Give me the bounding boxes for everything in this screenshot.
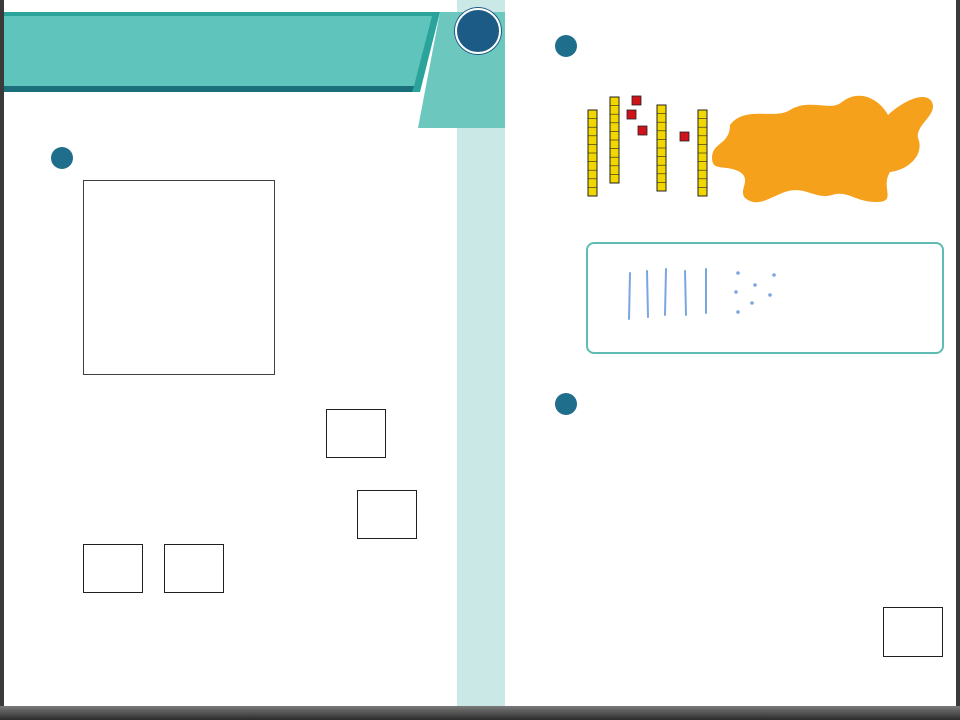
apples-answer-box[interactable] [883, 607, 943, 657]
not-shaded-answer-box[interactable] [357, 490, 417, 539]
shaded-answer-box[interactable] [326, 409, 386, 458]
paint-splat [712, 96, 933, 202]
one-cube [680, 132, 689, 141]
drawn-answer-sketch [620, 265, 790, 325]
hundred-square [83, 180, 275, 375]
rod-ticks [588, 106, 707, 188]
frame-bottom [0, 706, 960, 720]
base-ten-with-paint [580, 80, 940, 210]
one-cube [632, 96, 641, 105]
apple-bags-illustration [582, 425, 947, 530]
question-1-number [51, 147, 73, 169]
question-3-number [555, 393, 577, 415]
frame-left [0, 0, 4, 706]
white-rose-logo [455, 8, 501, 54]
title-banner [0, 0, 510, 135]
one-cube [627, 110, 636, 119]
one-cube [638, 126, 647, 135]
equation-box-a[interactable] [83, 544, 143, 593]
question-2-number [555, 35, 577, 57]
equation-box-b[interactable] [164, 544, 224, 593]
frame-right [956, 0, 960, 706]
